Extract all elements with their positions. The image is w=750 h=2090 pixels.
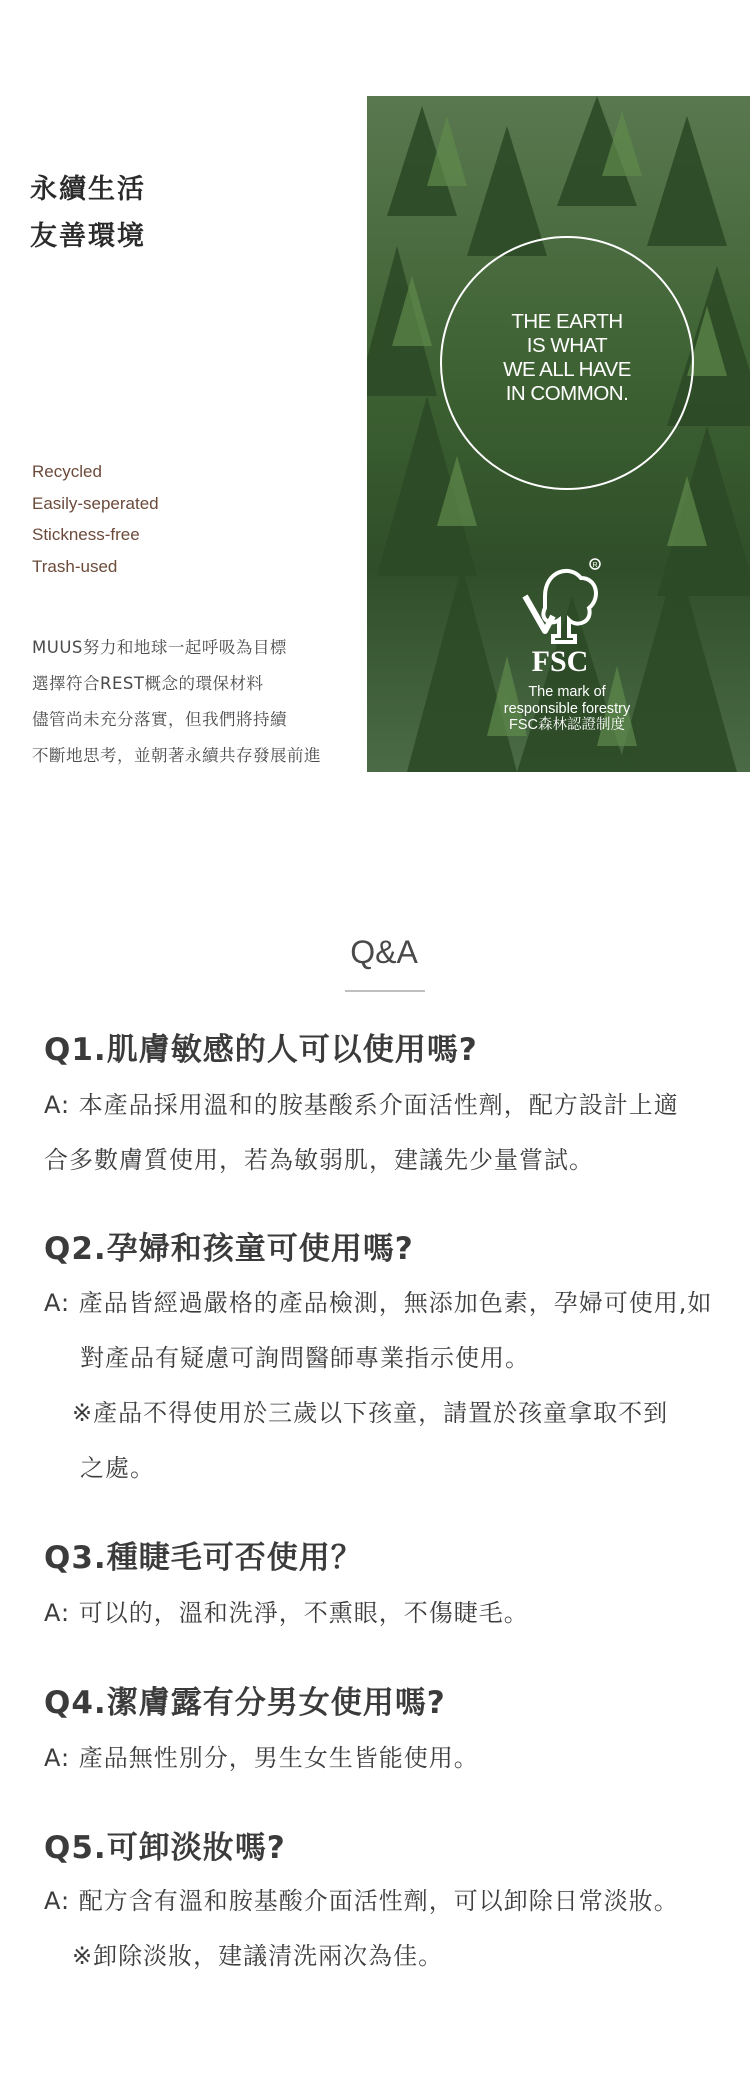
- heading-line: 友善環境: [30, 221, 146, 252]
- answer-3: [44, 1586, 529, 1641]
- feature-item: Easily-seperated: [32, 493, 159, 513]
- question-3: Q3.種睫毛可否使用？: [44, 1540, 363, 1576]
- circle-text-line: IN COMMON.: [505, 382, 629, 405]
- answer-line: A: 產品皆經過嚴格的產品檢測，無添加色素，孕婦可使用,如: [44, 1289, 713, 1317]
- mission-statement: [32, 630, 321, 774]
- qa-title: Q&A: [350, 934, 418, 970]
- answer-line: A: 產品無性別分，男生女生皆能使用。: [44, 1744, 479, 1772]
- forest-image: [367, 96, 750, 772]
- caption-line: responsible forestry: [503, 700, 631, 717]
- fsc-logo-text: FSC: [531, 645, 589, 676]
- question-1: Q1.肌膚敏感的人可以使用嗎?: [44, 1032, 478, 1068]
- answer-5: [44, 1874, 679, 1984]
- question-4: Q4.潔膚露有分男女使用嗎?: [44, 1685, 446, 1721]
- answer-line: A: 本產品採用溫和的胺基酸系介面活性劑，配方設計上適: [44, 1091, 679, 1119]
- mission-line: 不斷地思考，並朝著永續共存發展前進: [32, 746, 321, 765]
- svg-text:R: R: [592, 562, 598, 569]
- answer-1: [44, 1078, 679, 1188]
- answer-line: A: 配方含有溫和胺基酸介面活性劑，可以卸除日常淡妝。: [44, 1887, 679, 1915]
- feature-item: Trash-used: [32, 556, 118, 576]
- fsc-logo: [515, 556, 605, 676]
- mission-line: 選擇符合REST概念的環保材料: [32, 674, 264, 693]
- question-5: Q5.可卸淡妝嗎?: [44, 1830, 286, 1866]
- circle-text-line: THE EARTH: [511, 310, 623, 333]
- answer-line: ※產品不得使用於三歲以下孩童，請置於孩童拿取不到: [72, 1399, 669, 1427]
- feature-item: Recycled: [32, 462, 102, 481]
- intro-heading: [30, 166, 146, 260]
- caption-line: FSC森林認證制度: [509, 717, 625, 733]
- mission-line: 儘管尚未充分落實，但我們將持續: [32, 710, 287, 729]
- answer-line: 對產品有疑慮可詢問醫師專業指示使用。: [80, 1344, 530, 1372]
- caption-line: The mark of: [528, 684, 606, 700]
- answer-line: 之處。: [80, 1454, 155, 1482]
- feature-item: Stickness-free: [32, 525, 140, 544]
- circle-text: [440, 310, 694, 406]
- circle-text-line: WE ALL HAVE: [503, 358, 631, 381]
- answer-line: 合多數膚質使用，若為敏弱肌，建議先少量嘗試。: [44, 1146, 594, 1174]
- answer-line: A: 可以的，溫和洗淨，不熏眼，不傷睫毛。: [44, 1599, 529, 1627]
- circle-text-line: IS WHAT: [526, 334, 608, 357]
- heading-line: 永續生活: [30, 174, 146, 205]
- feature-list: [32, 456, 159, 582]
- fsc-caption: [447, 684, 687, 734]
- answer-line: ※卸除淡妝，建議清洗兩次為佳。: [72, 1942, 444, 1970]
- question-2: Q2.孕婦和孩童可使用嗎?: [44, 1231, 414, 1267]
- qa-divider: [345, 990, 425, 992]
- answer-2: [44, 1276, 712, 1496]
- mission-line: MUUS努力和地球一起呼吸為目標: [32, 638, 287, 657]
- answer-4: [44, 1731, 479, 1786]
